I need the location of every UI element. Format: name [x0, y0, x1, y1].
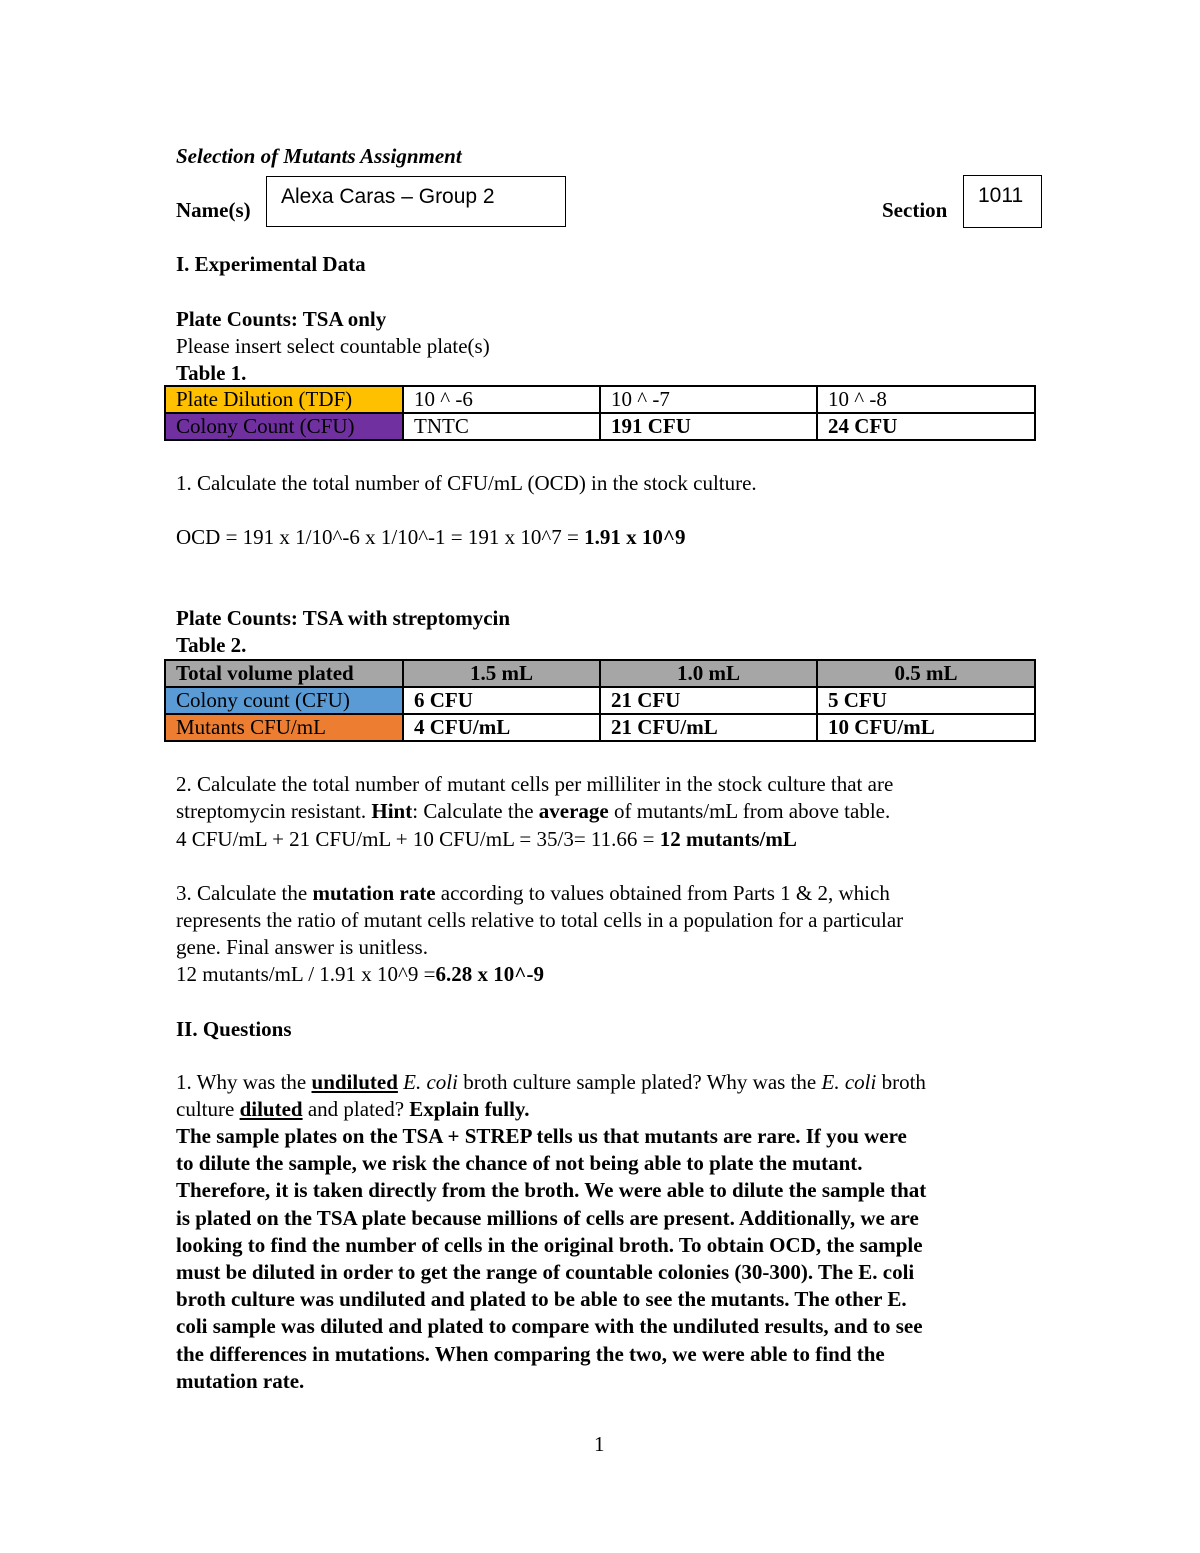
answer-line: the differences in mutations. When comparing the two, we were able to find the — [176, 1341, 885, 1366]
table1-cell: 24 CFU — [817, 413, 1035, 440]
instruction-text: Please insert select countable plate(s) — [176, 334, 490, 358]
answer-1: OCD = 191 x 1/10^-6 x 1/10^-1 = 191 x 10^7 = 1.91 x 10^9 — [176, 525, 686, 549]
plate-counts-tsa-heading: Plate Counts: TSA only — [176, 307, 387, 331]
table2-cell: 6 CFU — [403, 687, 600, 714]
table1-row-label: Colony Count (CFU) — [165, 413, 403, 440]
table1-cell: 191 CFU — [600, 413, 817, 440]
answer-3: 12 mutants/mL / 1.91 x 10^9 =6.28 x 10^-9 — [176, 962, 544, 986]
table2 — [164, 659, 1036, 742]
answer-line: to dilute the sample, we risk the chance of not being able to plate the mutant. — [176, 1151, 863, 1176]
table2-row-label: Colony count (CFU) — [165, 687, 403, 714]
table1-caption: Table 1. — [176, 361, 247, 385]
part2-question-1-line2: culture diluted and plated? Explain fully. — [176, 1097, 530, 1121]
table2-row-mutants — [165, 714, 1035, 741]
table1-cell: 10 ^ -8 — [817, 386, 1035, 413]
names-label: Name(s) — [176, 198, 251, 222]
table1-row-colony-count — [165, 413, 1035, 440]
table2-cell: 10 CFU/mL — [817, 714, 1035, 741]
plate-counts-strep-heading: Plate Counts: TSA with streptomycin — [176, 606, 511, 630]
table2-caption: Table 2. — [176, 633, 247, 657]
table1 — [164, 385, 1036, 441]
answer-line: The sample plates on the TSA + STREP tells us that mutants are rare. If you were — [176, 1124, 907, 1148]
table1-cell: 10 ^ -6 — [403, 386, 600, 413]
table2-header-cell: 1.5 mL — [403, 660, 600, 687]
table2-row-label: Mutants CFU/mL — [165, 714, 403, 741]
table2-cell: 4 CFU/mL — [403, 714, 600, 741]
part2-question-1-line1: 1. Why was the undiluted E. coli broth culture sample plated? Why was the E. coli broth — [176, 1070, 926, 1094]
answer-line: Therefore, it is taken directly from the broth. We were able to dilute the sample that — [176, 1178, 927, 1203]
table2-header-label: Total volume plated — [165, 660, 403, 687]
question-3-line1: 3. Calculate the mutation rate according to values obtained from Parts 1 & 2, which — [176, 881, 890, 905]
table2-header-cell: 0.5 mL — [817, 660, 1035, 687]
names-field[interactable]: Alexa Caras – Group 2 — [266, 176, 566, 227]
answer-line: coli sample was diluted and plated to compare with the undiluted results, and to see — [176, 1314, 923, 1339]
answer-line: must be diluted in order to get the range of countable colonies (30-300). The E. coli — [176, 1260, 915, 1285]
question-2-line2: streptomycin resistant. Hint: Calculate the average of mutants/mL from above table. — [176, 799, 891, 823]
table2-header-row — [165, 660, 1035, 687]
table1-row-dilution — [165, 386, 1035, 413]
page-number: 1 — [594, 1432, 605, 1456]
answer-line: broth culture was undiluted and plated to be able to see the mutants. The other E. — [176, 1287, 907, 1312]
section-label: Section — [882, 198, 948, 222]
question-1: 1. Calculate the total number of CFU/mL (OCD) in the stock culture. — [176, 471, 757, 495]
table1-cell: 10 ^ -7 — [600, 386, 817, 413]
part2-heading: II. Questions — [176, 1017, 292, 1041]
answer-line: is plated on the TSA plate because millions of cells are present. Additionally, we are — [176, 1205, 919, 1230]
section-field[interactable]: 1011 — [963, 175, 1042, 228]
question-3-line2: represents the ratio of mutant cells relative to total cells in a population for a particular — [176, 908, 904, 932]
answer-2: 4 CFU/mL + 21 CFU/mL + 10 CFU/mL = 35/3= 11.66 = 12 mutants/mL — [176, 827, 797, 851]
table2-cell: 21 CFU — [600, 687, 817, 714]
part2-answer-1 — [176, 1123, 926, 1395]
table1-row-label: Plate Dilution (TDF) — [165, 386, 403, 413]
answer-line: looking to find the number of cells in the original broth. To obtain OCD, the sample — [176, 1232, 923, 1257]
assignment-title: Selection of Mutants Assignment — [176, 144, 462, 168]
table1-cell: TNTC — [403, 413, 600, 440]
table2-header-cell: 1.0 mL — [600, 660, 817, 687]
answer-line: mutation rate. — [176, 1368, 305, 1393]
table2-cell: 21 CFU/mL — [600, 714, 817, 741]
table2-cell: 5 CFU — [817, 687, 1035, 714]
question-3-line3: gene. Final answer is unitless. — [176, 935, 428, 959]
part1-heading: I. Experimental Data — [176, 252, 366, 276]
question-2-line1: 2. Calculate the total number of mutant cells per milliliter in the stock culture that are — [176, 772, 894, 796]
table2-row-colony-count — [165, 687, 1035, 714]
